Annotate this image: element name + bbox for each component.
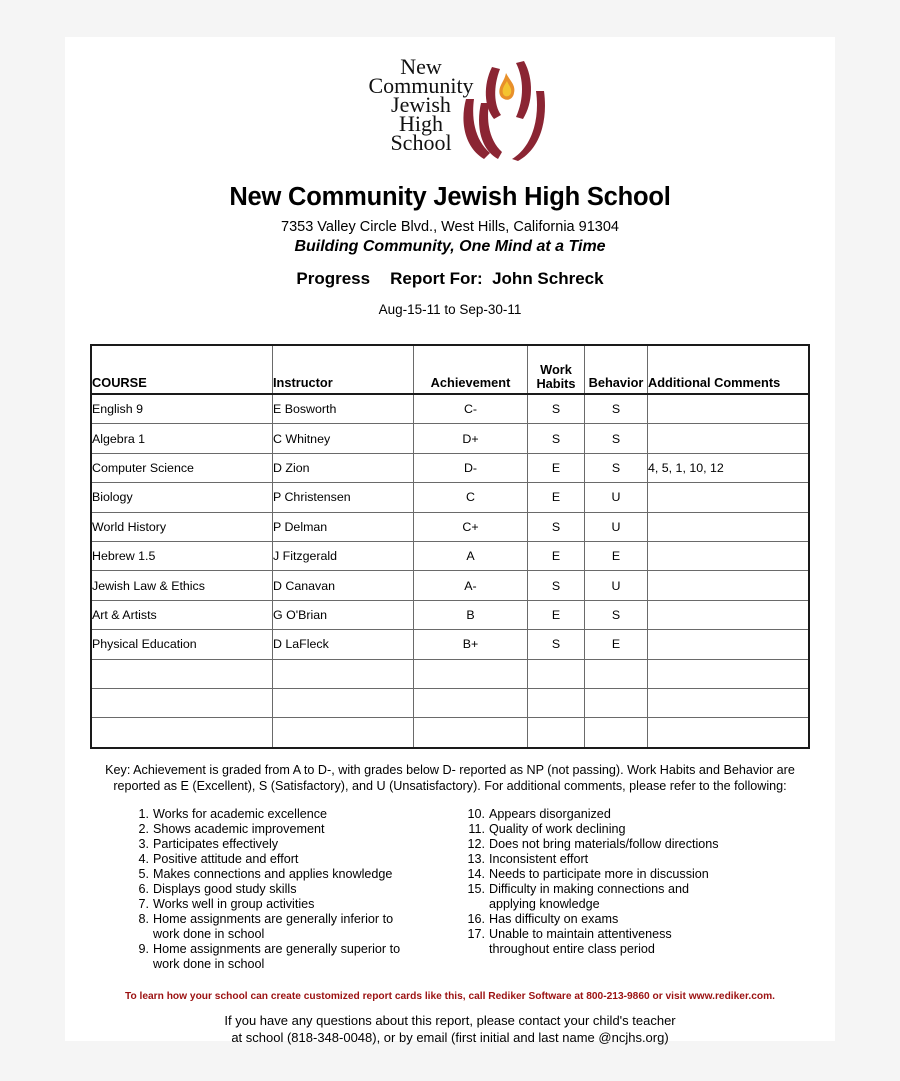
comment-code-item (457, 807, 787, 822)
comment-code-number: 16. (467, 911, 485, 926)
student-name: John Schreck (492, 269, 604, 288)
comment-code-item (457, 822, 787, 837)
school-tagline: Building Community, One Mind at a Time (294, 238, 606, 255)
cell-work-habits: E (528, 541, 585, 570)
vendor-promo-text: To learn how your school can create customized report cards like this, call Rediker Software at 800-213-9860 or visit www.rediker.com. (125, 990, 775, 1002)
comment-code-text: Does not bring materials/follow directions (489, 836, 719, 851)
comment-code-text: Home assignments are generally superior to (153, 941, 401, 956)
cell-additional-comments (648, 424, 809, 453)
table-row (92, 659, 808, 688)
cell-achievement: A (414, 541, 528, 570)
report-date-range: Aug-15-11 to Sep-30-11 (378, 302, 522, 317)
cell-achievement: D- (414, 453, 528, 482)
cell-achievement: B (414, 600, 528, 629)
cell-instructor: J Fitzgerald (273, 541, 414, 570)
comment-codes-right-column (457, 807, 787, 972)
cell-work-habits: S (528, 512, 585, 541)
cell-work-habits: E (528, 600, 585, 629)
table-row (92, 600, 808, 629)
cell-work-habits: S (528, 571, 585, 600)
cell-behavior: S (585, 394, 648, 424)
comment-code-text-continued: work done in school (153, 956, 265, 971)
comment-code-list-left (127, 807, 457, 972)
comment-code-text: Has difficulty on exams (489, 911, 619, 926)
comment-code-text-continued: work done in school (153, 926, 265, 941)
comment-code-text: Appears disorganized (489, 806, 611, 821)
closing-line-2: at school (818-348-0048), or by email (first initial and last name @ncjhs.org) (231, 1029, 669, 1045)
logo-line-4: High (399, 110, 443, 136)
column-header-instructor: Instructor (273, 346, 414, 394)
cell-work-habits: S (528, 630, 585, 659)
cell-course: Physical Education (92, 630, 273, 659)
cell-behavior: S (585, 600, 648, 629)
comment-code-number: 4. (138, 851, 149, 866)
cell-course (92, 718, 273, 747)
comment-code-item (457, 927, 787, 957)
cell-behavior: S (585, 453, 648, 482)
closing-contact-note (65, 1013, 835, 1047)
table-row (92, 453, 808, 482)
comment-code-text: Displays good study skills (153, 881, 297, 896)
cell-course: Hebrew 1.5 (92, 541, 273, 570)
comment-code-number: 7. (138, 896, 149, 911)
comment-code-text: Inconsistent effort (489, 851, 589, 866)
comment-code-number: 5. (138, 866, 149, 881)
key-line-1: Key: Achievement is graded from A to D-, with grades below D- reported as NP (not passing). Work Habits and Behavior (105, 762, 774, 777)
cell-instructor: E Bosworth (273, 394, 414, 424)
cell-instructor (273, 718, 414, 747)
school-address: 7353 Valley Circle Blvd., West Hills, California 91304 (281, 219, 619, 235)
grades-table-header (92, 346, 808, 394)
comment-code-text: Difficulty in making connections and (489, 881, 689, 896)
cell-achievement (414, 659, 528, 688)
cell-achievement: C- (414, 394, 528, 424)
cell-course: Art & Artists (92, 600, 273, 629)
comment-code-item (127, 807, 457, 822)
comment-code-item (457, 882, 787, 912)
table-row (92, 394, 808, 424)
comment-code-item (457, 867, 787, 882)
cell-additional-comments (648, 718, 809, 747)
cell-behavior (585, 718, 648, 747)
cell-behavior (585, 688, 648, 717)
column-header-work-habits (528, 346, 585, 394)
report-for-line (65, 269, 835, 289)
logo-line-3: Jewish (391, 91, 451, 117)
comment-code-text: Participates effectively (153, 836, 279, 851)
cell-behavior: U (585, 571, 648, 600)
logo-line-1: New (400, 54, 442, 79)
cell-instructor: C Whitney (273, 424, 414, 453)
cell-instructor: G O'Brian (273, 600, 414, 629)
page-title: New Community Jewish High School (229, 183, 671, 211)
cell-instructor: D LaFleck (273, 630, 414, 659)
cell-work-habits: S (528, 394, 585, 424)
comment-code-text: Quality of work declining (489, 821, 626, 836)
grades-table (92, 346, 808, 747)
report-card-page (65, 37, 835, 1045)
cell-additional-comments (648, 630, 809, 659)
comment-code-item (127, 837, 457, 852)
cell-additional-comments (648, 394, 809, 424)
cell-work-habits (528, 718, 585, 747)
logo-line-5: School (390, 129, 452, 155)
cell-instructor: D Zion (273, 453, 414, 482)
table-row (92, 630, 808, 659)
cell-additional-comments (648, 541, 809, 570)
comment-code-text: Works for academic excellence (153, 806, 328, 821)
comment-code-text: Shows academic improvement (153, 821, 325, 836)
cell-course (92, 659, 273, 688)
cell-instructor (273, 688, 414, 717)
comment-code-text-continued: throughout entire class period (489, 941, 655, 956)
comment-code-list-right (457, 807, 787, 957)
comment-code-item (457, 852, 787, 867)
cell-work-habits: E (528, 483, 585, 512)
comment-code-number: 3. (138, 836, 149, 851)
cell-work-habits: E (528, 453, 585, 482)
comment-code-number: 13. (467, 851, 485, 866)
comment-code-item (457, 837, 787, 852)
cell-achievement (414, 688, 528, 717)
cell-work-habits (528, 659, 585, 688)
cell-additional-comments (648, 688, 809, 717)
cell-behavior: E (585, 541, 648, 570)
cell-work-habits (528, 688, 585, 717)
table-header-row (92, 346, 808, 394)
cell-additional-comments: 4, 5, 1, 10, 12 (648, 453, 809, 482)
cell-behavior (585, 659, 648, 688)
grades-table-body (92, 394, 808, 747)
cell-course: English 9 (92, 394, 273, 424)
cell-instructor: P Delman (273, 512, 414, 541)
cell-course: Biology (92, 483, 273, 512)
comment-code-item (127, 942, 457, 972)
comment-code-number: 11. (468, 821, 485, 836)
comment-code-number: 6. (138, 881, 149, 896)
table-row (92, 541, 808, 570)
column-header-additional-comments: Additional Comments (648, 346, 809, 394)
menorah-flame-icon (454, 55, 550, 171)
cell-instructor: P Christensen (273, 483, 414, 512)
logo-line-2: Community (368, 72, 474, 98)
school-logo (65, 55, 835, 177)
cell-additional-comments (648, 600, 809, 629)
work-habits-line-1: Work (540, 362, 572, 378)
column-header-course: COURSE (92, 346, 273, 394)
cell-achievement (414, 718, 528, 747)
comment-code-text-continued: applying knowledge (489, 896, 600, 911)
comment-code-number: 12. (467, 836, 485, 851)
comment-code-item (127, 852, 457, 867)
comment-code-item (127, 822, 457, 837)
comment-code-item (127, 882, 457, 897)
comment-code-number: 14. (467, 866, 485, 881)
cell-behavior: U (585, 483, 648, 512)
work-habits-line-2: Habits (536, 375, 576, 391)
column-header-achievement: Achievement (414, 346, 528, 394)
comment-code-item (127, 912, 457, 942)
cell-instructor: D Canavan (273, 571, 414, 600)
comment-code-text: Works well in group activities (153, 896, 315, 911)
table-row (92, 512, 808, 541)
cell-instructor (273, 659, 414, 688)
comment-code-number: 2. (138, 821, 149, 836)
comment-code-number: 17. (467, 926, 485, 941)
cell-work-habits: S (528, 424, 585, 453)
grading-key (83, 762, 817, 795)
comment-code-number: 9. (138, 941, 149, 956)
cell-achievement: A- (414, 571, 528, 600)
cell-course: Algebra 1 (92, 424, 273, 453)
report-type-label: Progress (296, 269, 371, 288)
closing-line-1: If you have any questions about this report, please contact your child's teacher (224, 1012, 676, 1028)
comment-codes-left-column (127, 807, 457, 972)
cell-achievement: C (414, 483, 528, 512)
comment-code-text: Needs to participate more in discussion (489, 866, 709, 881)
comment-code-item (127, 897, 457, 912)
cell-achievement: B+ (414, 630, 528, 659)
table-row (92, 424, 808, 453)
table-row (92, 688, 808, 717)
comment-code-number: 15. (467, 881, 485, 896)
table-row (92, 571, 808, 600)
cell-additional-comments (648, 483, 809, 512)
cell-additional-comments (648, 659, 809, 688)
comment-code-number: 8. (138, 911, 149, 926)
cell-achievement: C+ (414, 512, 528, 541)
table-row (92, 483, 808, 512)
comment-code-number: 10. (467, 806, 485, 821)
comment-code-text: Makes connections and applies knowledge (153, 866, 393, 881)
cell-course: Jewish Law & Ethics (92, 571, 273, 600)
cell-additional-comments (648, 571, 809, 600)
cell-behavior: U (585, 512, 648, 541)
report-for-label: Report For: (390, 269, 483, 288)
grades-table-container (90, 344, 810, 749)
comment-code-item (127, 867, 457, 882)
comment-code-text: Unable to maintain attentiveness (489, 926, 672, 941)
table-row (92, 718, 808, 747)
cell-course: World History (92, 512, 273, 541)
column-header-behavior: Behavior (585, 346, 648, 394)
cell-behavior: E (585, 630, 648, 659)
cell-achievement: D+ (414, 424, 528, 453)
cell-behavior: S (585, 424, 648, 453)
comment-code-item (457, 912, 787, 927)
cell-course: Computer Science (92, 453, 273, 482)
comment-code-text: Home assignments are generally inferior to (153, 911, 394, 926)
cell-course (92, 688, 273, 717)
key-line-2: are reported as E (Excellent), S (Satisfactory), and U (Unsatisfactory). For additional comments, please refer to the following: (113, 762, 795, 794)
comment-codes-section (65, 807, 835, 972)
cell-additional-comments (648, 512, 809, 541)
comment-code-number: 1. (138, 806, 149, 821)
comment-code-text: Positive attitude and effort (153, 851, 299, 866)
